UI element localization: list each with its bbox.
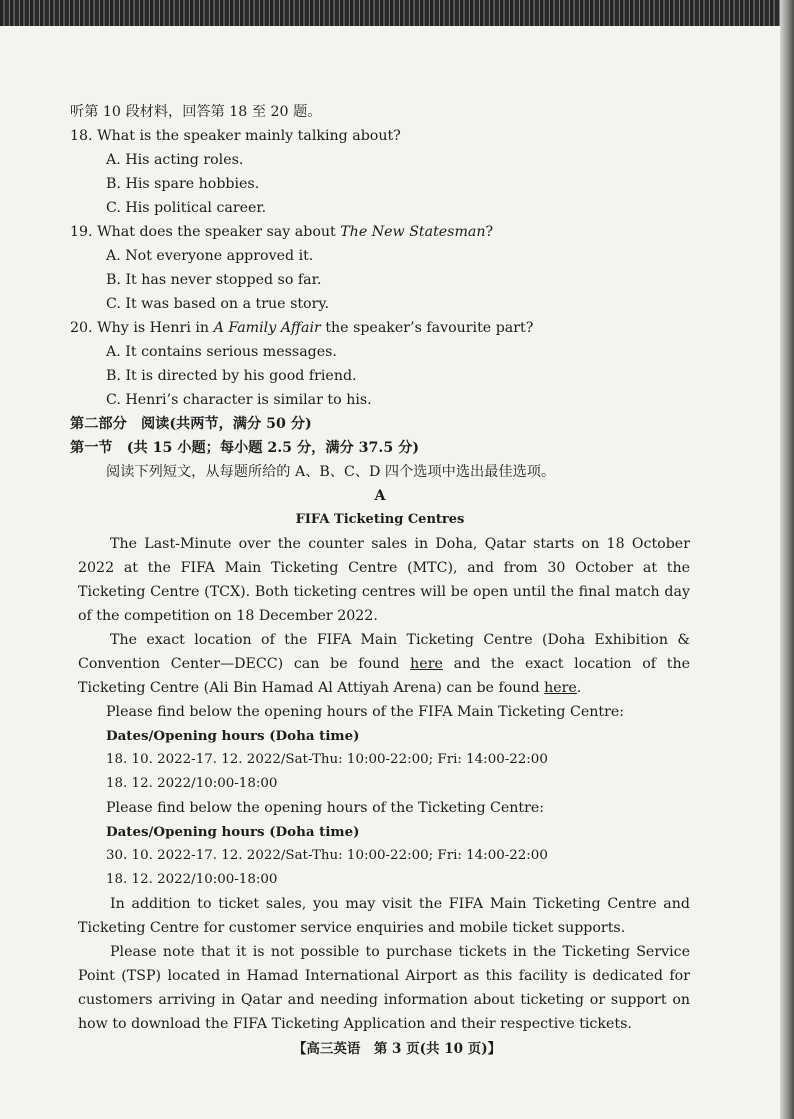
- location-link-mtc[interactable]: here: [410, 656, 443, 672]
- option-c: C. It was based on a true story.: [106, 296, 330, 312]
- paragraph-4: Please note that it is not possible to purchase tickets in the Ticketing Service Point (TSP) located in Hamad International Airport as this facility is dedicated for customers arriving in Qatar and needing information about ticketing or support on how to download the FIFA Ticketing Application and their respective tickets.: [78, 944, 690, 1032]
- paragraph-3: In addition to ticket sales, you may visit the FIFA Main Ticketing Centre and Ticketing Centre for customer service enquiries and mobile ticket supports.: [78, 896, 690, 936]
- stem-text: the speaker’s favourite part?: [320, 320, 534, 336]
- stem-title: A Family Affair: [213, 320, 321, 336]
- question-18: [70, 124, 690, 220]
- paragraph-1: The Last-Minute over the counter sales in Doha, Qatar starts on 18 October 2022 at the FIFA Main Ticketing Centre (MTC), and from 30 October at the Ticketing Centre (TCX). Both ticketing centres will be open until the final match day of the competition on 18 December 2022.: [78, 536, 690, 624]
- stem-text: 19. What does the speaker say about: [70, 224, 341, 240]
- option-c: C. His political career.: [106, 200, 267, 216]
- scan-top-edge: [0, 0, 794, 26]
- mtc-hours-row: 18. 10. 2022-17. 12. 2022/Sat-Thu: 10:00-22:00; Fri: 14:00-22:00: [106, 752, 548, 767]
- option-b: B. It has never stopped so far.: [106, 272, 322, 288]
- option-a: A. Not everyone approved it.: [106, 248, 314, 264]
- mtc-hours-row: 18. 12. 2022/10:00-18:00: [106, 776, 278, 791]
- stem-text: ?: [485, 224, 494, 240]
- question-stem: [70, 316, 690, 340]
- question-19: [70, 220, 690, 316]
- scan-right-edge: [780, 0, 794, 1119]
- option-a: A. His acting roles.: [106, 152, 244, 168]
- option-a: A. It contains serious messages.: [106, 344, 337, 360]
- page-footer: 【高三英语 第 3 页(共 10 页)】: [292, 1041, 502, 1057]
- passage-letter: A: [374, 488, 386, 504]
- passage-title: FIFA Ticketing Centres: [295, 512, 465, 527]
- stem-text: 20. Why is Henri in: [70, 320, 214, 336]
- option-c: C. Henri’s character is similar to his.: [106, 392, 372, 408]
- listening-instruction: 听第 10 段材料，回答第 18 至 20 题。: [70, 104, 322, 120]
- option-b: B. It is directed by his good friend.: [106, 368, 357, 384]
- tcx-hours-intro: Please find below the opening hours of the Ticketing Centre:: [106, 800, 545, 816]
- para-text: and the exact location of the Ticketing Centre (Ali Bin Hamad Al Attiyah Arena) can be found: [78, 656, 691, 696]
- tcx-hours-row: 18. 12. 2022/10:00-18:00: [106, 872, 278, 887]
- para-text: The exact location of the FIFA Main Ticketing Centre (Doha Exhibition & Convention Center—DECC) can be found: [78, 632, 690, 672]
- stem-title: The New Statesman: [340, 224, 486, 240]
- para-text: .: [576, 680, 582, 696]
- mtc-hours-intro: Please find below the opening hours of the FIFA Main Ticketing Centre:: [106, 704, 625, 720]
- question-stem: [70, 220, 690, 244]
- location-link-tcx[interactable]: here: [544, 680, 577, 696]
- mtc-hours-label: Dates/Opening hours (Doha time): [106, 728, 360, 744]
- tcx-hours-row: 30. 10. 2022-17. 12. 2022/Sat-Thu: 10:00-22:00; Fri: 14:00-22:00: [106, 848, 548, 863]
- section-one-heading: 第一节 (共 15 小题；每小题 2.5 分，满分 37.5 分): [70, 440, 420, 456]
- part-two-heading: 第二部分 阅读(共两节，满分 50 分): [70, 416, 312, 432]
- tcx-hours-label: Dates/Opening hours (Doha time): [106, 824, 360, 840]
- paragraph-2: [70, 628, 690, 700]
- exam-page: [70, 100, 690, 1036]
- option-b: B. His spare hobbies.: [106, 176, 260, 192]
- reading-instructions: 阅读下列短文，从每题所给的 A、B、C、D 四个选项中选出最佳选项。: [106, 464, 556, 480]
- question-20: [70, 316, 690, 412]
- question-stem: 18. What is the speaker mainly talking about?: [70, 128, 401, 144]
